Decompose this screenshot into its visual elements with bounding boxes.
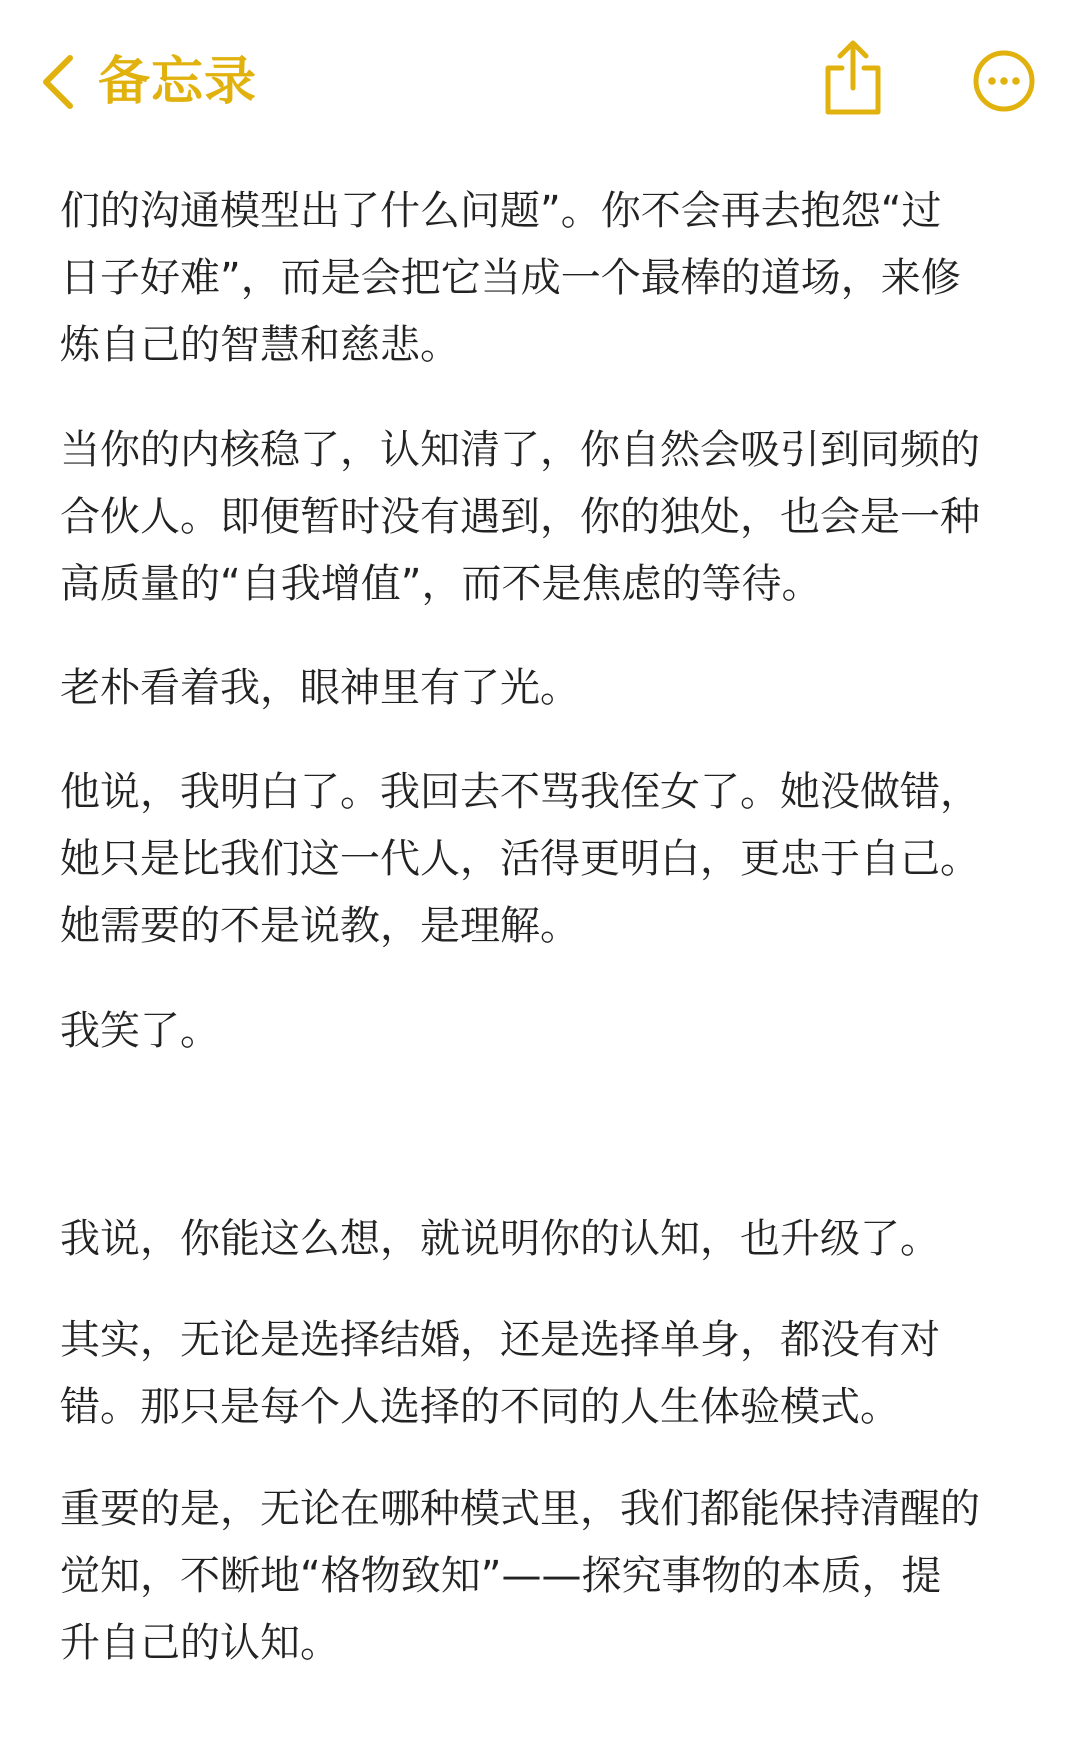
text-line: 们的沟通模型出了什么问题”。你不会再去抱怨“过 (60, 188, 942, 234)
share-icon[interactable] (820, 38, 886, 118)
paragraph (60, 759, 1026, 960)
text-line: 错。那只是每个人选择的不同的人生体验模式。 (60, 1384, 900, 1430)
more-options-icon[interactable] (973, 50, 1035, 112)
text-line: 老朴看着我，眼神里有了光。 (60, 665, 580, 711)
text-line: 她需要的不是说教，是理解。 (60, 903, 580, 949)
text-line: 她只是比我们这一代人，活得更明白，更忠于自己。 (60, 836, 980, 882)
text-line: 他说，我明白了。我回去不骂我侄女了。她没做错， (60, 769, 980, 815)
paragraph (60, 178, 1026, 379)
paragraph (60, 417, 1026, 618)
navigation-bar (0, 0, 1080, 160)
text-line: 日子好难”，而是会把它当成一个最棒的道场，来修 (60, 255, 961, 301)
back-button[interactable] (40, 42, 257, 122)
text-line: 当你的内核稳了，认知清了，你自然会吸引到同频的 (60, 427, 980, 473)
back-label: 备忘录 (98, 52, 258, 112)
text-line: 其实，无论是选择结婚，还是选择单身，都没有对 (60, 1317, 940, 1363)
paragraph (60, 655, 1026, 722)
text-line: 我说，你能这么想，就说明你的认知，也升级了。 (60, 1216, 940, 1262)
text-line: 高质量的“自我增值”，而不是焦虑的等待。 (60, 561, 822, 607)
text-line: 升自己的认知。 (60, 1620, 340, 1666)
text-line: 合伙人。即便暂时没有遇到，你的独处，也会是一种 (60, 494, 980, 540)
text-line: 觉知，不断地“格物致知”——探究事物的本质，提 (60, 1553, 942, 1599)
text-line: 重要的是，无论在哪种模式里，我们都能保持清醒的 (60, 1486, 980, 1532)
paragraph (60, 1476, 1026, 1677)
paragraph (60, 1206, 1026, 1273)
paragraph (60, 998, 1026, 1065)
paragraph (60, 1307, 1026, 1441)
chevron-left-icon (40, 54, 76, 110)
text-line: 我笑了。 (60, 1008, 220, 1054)
text-line: 炼自己的智慧和慈悲。 (60, 322, 460, 368)
